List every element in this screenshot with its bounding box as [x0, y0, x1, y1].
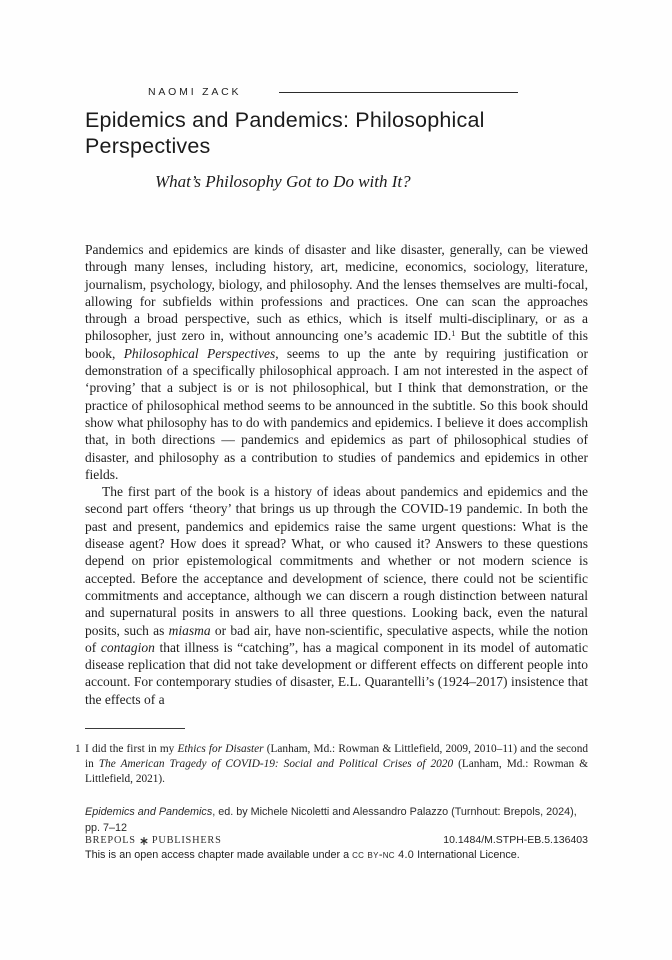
author-name: NAOMI ZACK: [148, 86, 242, 98]
doi-number: 10.1484/M.STPH-EB.5.136403: [443, 834, 588, 846]
chapter-subtitle: What’s Philosophy Got to Do with It?: [155, 172, 411, 191]
header-rule: [279, 92, 518, 93]
footnote-marker: 1: [75, 743, 81, 755]
footnote-text: I did the first in my Ethics for Disaster (Lanham, Md.: Rowman & Littlefield, 2009, 2010–11) and the second in The American Tragedy of COVID-19: Social and Political Crises of 2020 (Lanham, Md.: Rowman & Littlefield, 2021).: [85, 743, 588, 786]
chapter-citation: Epidemics and Pandemics, ed. by Michele Nicoletti and Alessandro Palazzo (Turnhout: Brepols, 2024), pp. 7–12: [85, 806, 577, 834]
publisher-name-right: PUBLISHERS: [151, 835, 222, 846]
publisher-imprint: [85, 835, 222, 846]
body-paragraph: The first part of the book is a history of ideas about pandemics and epidemics and the second part offers ‘theory’ that brings us up through the COVID-19 pandemic. In both the past and present, pandemics and epidemics raise the same urgent questions: What is the disease agent? How does it spread? What, or who caused it? Answers to these questions depend on prior epistemological commitments and whether or not modern science is accepted. Before the acceptance and development of science, there could not be scientific commitments and acceptance, although we can discern a rough distinction between natural and supernatural posits in answers to all three questions. Looking back, even the natural posits, such as miasma or bad air, have non-scientific, speculative aspects, while the notion of contagion that illness is “catching”, has a magical component in its model of automatic disease replication that did not take development or different effects on different people into account. For contemporary studies of disaster, E.L. Quarantelli’s (1924–2017) insistence that the effects of a: [85, 484, 589, 707]
brepols-logo-icon: [140, 837, 148, 845]
footnote: [75, 742, 588, 788]
footnote-separator: [85, 728, 185, 729]
body-paragraph: Pandemics and epidemics are kinds of disaster and like disaster, generally, can be viewed through many lenses, including history, art, medicine, economics, sociology, literature, journalism, psychology, biology, and philosophy. And the lenses themselves are multi-focal, allowing for subfields within professions and practices. One can scan the approaches through a broad perspective, such as ethics, which is itself multi-disciplinary, or as a philosopher, just zero in, without announcing one’s academic ID.$^1$ But the subtitle of this book, Philosophical Perspectives, seems to up the ante by requiring justification or demonstration of a specifically philosophical approach. I am not interested in the aspect of ‘proving’ that a subject is or is not philosophical, but I think that demonstration, or the practice of philosophical method seems to be announced in the subtitle. So this book should show what philosophy has to do with pandemics and epidemics. I believe it does accomplish that, in both directions — pandemics and epidemics as part of philosophical studies of disaster, and philosophy as a contribution to studies of pandemics and epidemics in other fields.: [85, 242, 589, 482]
license-text: This is an open access chapter made available under a cc by-nc 4.0 International Licence.: [85, 849, 520, 861]
publisher-row: [85, 834, 588, 846]
chapter-title: Epidemics and Pandemics: Philosophical Perspectives: [85, 108, 485, 158]
publisher-name-left: BREPOLS: [85, 835, 136, 846]
chapter-body: [85, 241, 588, 708]
chapter-header: [85, 86, 588, 98]
